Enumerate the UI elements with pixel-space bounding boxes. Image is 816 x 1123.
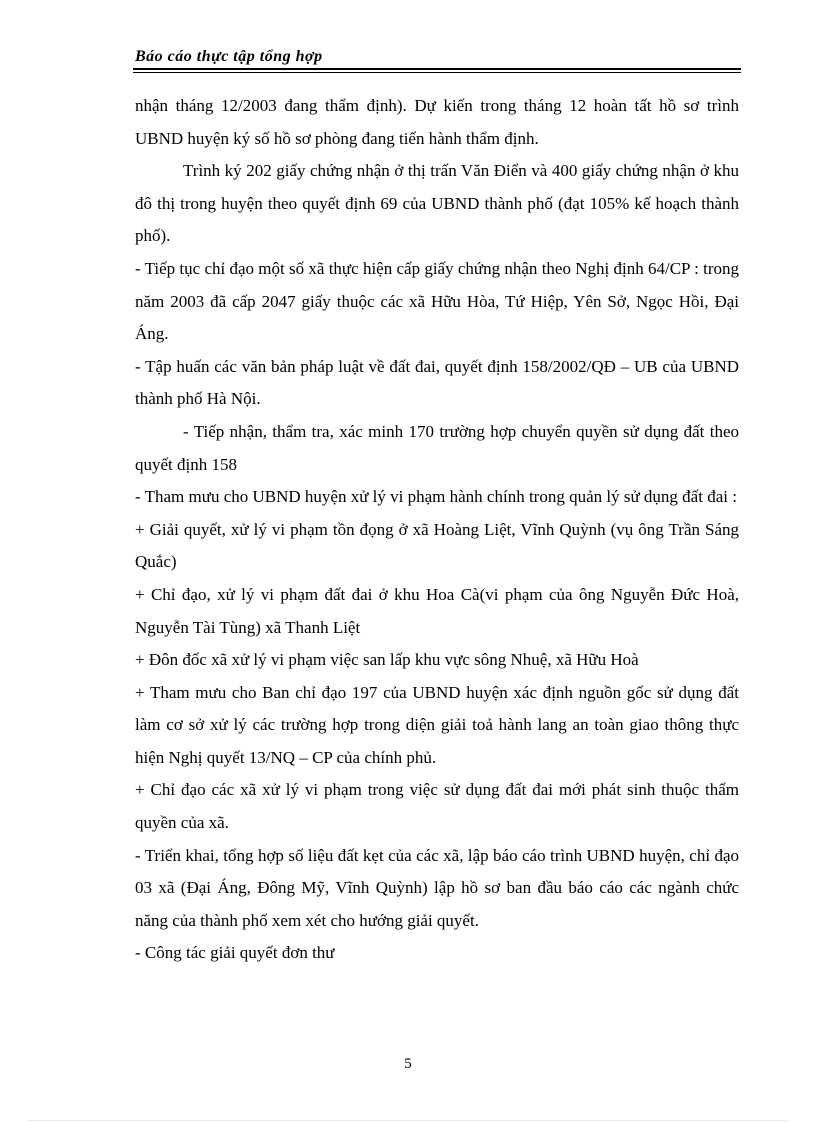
- paragraph: - Tiếp tục chỉ đạo một số xã thực hiện cấp giấy chứng nhận theo Nghị định 64/CP : trong năm 2003 đã cấp 2047 giấy thuộc các xã Hữu Hòa, Tứ Hiệp, Yên Sở, Ngọc Hồi, Đại Áng.: [135, 258, 739, 344]
- header-rule-thin: [133, 72, 741, 73]
- paragraph: nhận tháng 12/2003 đang thẩm định). Dự kiến trong tháng 12 hoàn tất hồ sơ trình UBND huyện ký số hồ sơ phòng đang tiến hành thẩm định.: [135, 96, 739, 148]
- paragraph: - Triển khai, tổng hợp số liệu đất kẹt của các xã, lập báo cáo trình UBND huyện, chỉ đạo 03 xã (Đại Áng, Đông Mỹ, Vĩnh Quỳnh) lập hồ sơ ban đầu báo cáo các ngành chức năng của thành phố xem xét cho hướng giải quyết.: [135, 845, 739, 930]
- paragraph: + Tham mưu cho Ban chỉ đạo 197 của UBND huyện xác định nguồn gốc sử dụng đất làm cơ sở xử lý các trường hợp trong diện giải toả hành lang an toàn giao thông thực hiện Nghị quyết 13/NQ – CP của chính phủ.: [135, 682, 739, 767]
- paragraph: + Đôn đốc xã xử lý vi phạm việc san lấp khu vực sông Nhuệ, xã Hữu Hoà: [135, 650, 639, 670]
- paragraph: - Công tác giải quyết đơn thư: [135, 943, 335, 963]
- paragraph: + Chỉ đạo, xử lý vi phạm đất đai ở khu Hoa Cà(vi phạm của ông Nguyễn Đức Hoà, Nguyễn Tài Tùng) xã Thanh Liệt: [135, 584, 739, 637]
- paragraph: - Tiếp nhận, thẩm tra, xác minh 170 trường hợp chuyển quyền sử dụng đất theo quyết định 158: [135, 421, 739, 474]
- page-header-title: Báo cáo thực tập tổng hợp: [135, 48, 323, 65]
- document-body: [135, 90, 739, 970]
- paragraph: - Tham mưu cho UBND huyện xử lý vi phạm hành chính trong quản lý sử dụng đất đai :: [135, 487, 737, 507]
- header-rule-thick: [133, 68, 741, 70]
- paragraph: + Chỉ đạo các xã xử lý vi phạm trong việc sử dụng đất đai mới phát sinh thuộc thẩm quyền của xã.: [135, 780, 739, 833]
- page-bottom-border: [28, 1120, 788, 1121]
- paragraph: Trình ký 202 giấy chứng nhận ở thị trấn Văn Điển và 400 giấy chứng nhận ở khu đô thị trong huyện theo quyết định 69 của UBND thành phố (đạt 105% kế hoạch thành phố).: [135, 161, 739, 246]
- paragraph: - Tập huấn các văn bản pháp luật về đất đai, quyết định 158/2002/QĐ – UB của UBND thành phố Hà Nội.: [135, 356, 739, 409]
- paragraph: + Giải quyết, xử lý vi phạm tồn đọng ở xã Hoàng Liệt, Vĩnh Quỳnh (vụ ông Trần Sáng Quắc): [135, 519, 739, 572]
- page-number: 5: [404, 1056, 412, 1072]
